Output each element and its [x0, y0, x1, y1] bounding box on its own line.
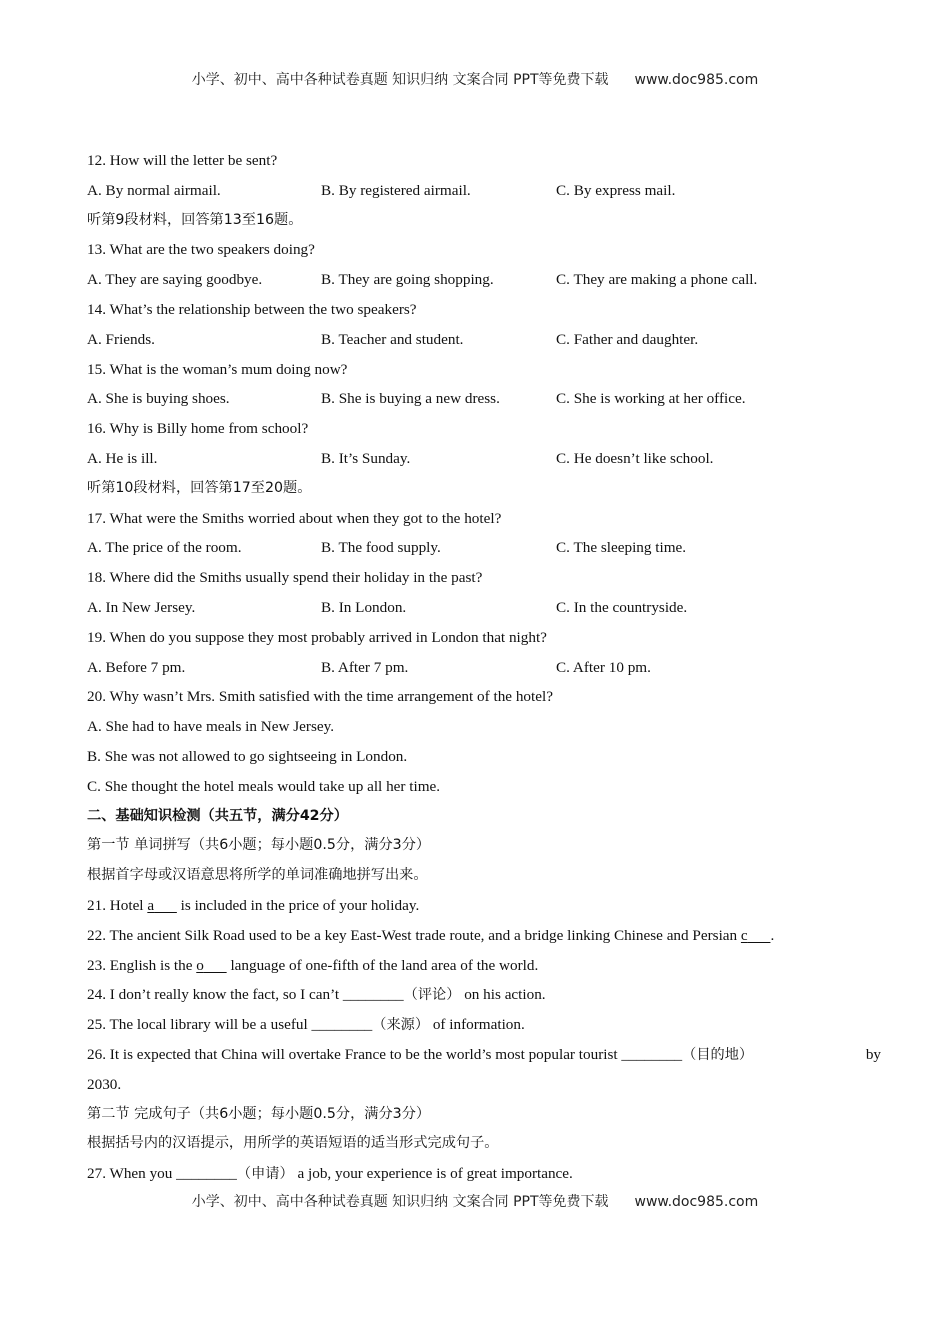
option-a[interactable]: A. By normal airmail. — [87, 181, 221, 199]
q23-blank[interactable]: o — [196, 956, 204, 974]
option-b[interactable]: B. After 7 pm. — [321, 658, 409, 676]
question-16-stem: 16. Why is Billy home from school? — [87, 420, 309, 438]
section-1-instruction: 根据首字母或汉语意思将所学的单词准确地拼写出来。 — [87, 867, 428, 884]
q27-blank[interactable]: 27. When you ________ — [87, 1165, 237, 1183]
section-2-instruction: 根据括号内的汉语提示，用所学的英语短语的适当形式完成句子。 — [87, 1135, 499, 1152]
footer-url[interactable]: www.doc985.com — [634, 1194, 759, 1210]
option-b[interactable]: B. In London. — [321, 598, 407, 616]
option-c[interactable]: C. She thought the hotel meals would take up all her time. — [87, 777, 441, 795]
page-header — [0, 69, 950, 89]
q22-blank[interactable]: c — [740, 926, 748, 944]
option-c[interactable]: C. In the countryside. — [556, 598, 688, 616]
question-15-options — [87, 384, 867, 414]
section-2-title: 第二节 完成句子（共6小题；每小题0.5分，满分3分） — [87, 1105, 431, 1122]
question-21 — [87, 891, 867, 921]
question-20-stem: 20. Why wasn’t Mrs. Smith satisfied with the time arrangement of the hotel? — [87, 688, 553, 706]
q21-pre: 21. Hotel — [87, 896, 148, 914]
option-a[interactable]: A. In New Jersey. — [87, 598, 196, 616]
question-13-stem: 13. What are the two speakers doing? — [87, 241, 315, 259]
option-a[interactable]: A. She is buying shoes. — [87, 390, 230, 408]
q26-hint: （目的地） — [682, 1046, 754, 1063]
option-c[interactable]: C. They are making a phone call. — [556, 271, 758, 289]
q26-blank[interactable]: 26. It is expected that China will overtake France to be the world’s most popular tourist ________ — [87, 1045, 683, 1063]
q21-blank[interactable]: a — [147, 896, 155, 914]
q26-post: by — [865, 1045, 881, 1063]
question-17-stem: 17. What were the Smiths worried about when they got to the hotel? — [87, 509, 502, 527]
question-14-options — [87, 325, 867, 355]
q25-hint: （来源） — [372, 1017, 430, 1034]
option-b[interactable]: B. Teacher and student. — [321, 330, 464, 348]
option-a[interactable]: A. The price of the room. — [87, 539, 242, 557]
question-19-options — [87, 653, 867, 683]
option-c[interactable]: C. By express mail. — [556, 181, 676, 199]
option-b[interactable]: B. She is buying a new dress. — [321, 390, 500, 408]
q27-post: a job, your experience is of great importance. — [293, 1165, 573, 1183]
q22-pre: 22. The ancient Silk Road used to be a key East-West trade route, and a bridge linking Chinese and Persian — [87, 926, 741, 944]
question-18-stem: 18. Where did the Smiths usually spend their holiday in the past? — [87, 569, 483, 587]
question-27 — [87, 1159, 867, 1189]
question-16-options — [87, 444, 867, 474]
header-url[interactable]: www.doc985.com — [634, 72, 759, 88]
q22-post: . — [770, 926, 775, 944]
q24-post: on his action. — [460, 986, 546, 1004]
footer-text: 小学、初中、高中各种试卷真题 知识归纳 文案合同 PPT等免费下载 — [191, 1194, 609, 1210]
exam-content — [87, 146, 881, 1189]
option-a[interactable]: A. She had to have meals in New Jersey. — [87, 718, 335, 736]
q25-post: of information. — [429, 1016, 525, 1034]
option-b[interactable]: B. They are going shopping. — [321, 271, 494, 289]
part-2-title: 二、基础知识检测（共五节，满分42分） — [87, 807, 348, 824]
option-a[interactable]: A. Friends. — [87, 330, 155, 348]
section-1-title: 第一节 单词拼写（共6小题；每小题0.5分，满分3分） — [87, 837, 431, 854]
page-footer — [0, 1191, 950, 1211]
question-22 — [87, 921, 867, 951]
q21-post: is included in the price of your holiday. — [176, 896, 420, 914]
question-13-options — [87, 265, 867, 295]
section-9-instruction: 听第9段材料，回答第13至16题。 — [87, 211, 303, 228]
option-c[interactable]: C. The sleeping time. — [556, 539, 687, 557]
section-10-instruction: 听第10段材料，回答第17至20题。 — [87, 479, 312, 496]
question-12-stem: 12. How will the letter be sent? — [87, 152, 278, 169]
question-12-options — [87, 176, 867, 206]
q24-blank[interactable]: 24. I don’t really know the fact, so I can’t ________ — [87, 986, 404, 1004]
q23-pre: 23. English is the — [87, 956, 197, 974]
question-26-continued: 2030. — [87, 1075, 122, 1093]
option-b[interactable]: B. It’s Sunday. — [321, 449, 411, 467]
option-b[interactable]: B. By registered airmail. — [321, 181, 471, 199]
q27-hint: （申请） — [236, 1166, 294, 1183]
option-a[interactable]: A. He is ill. — [87, 449, 158, 467]
option-b[interactable]: B. The food supply. — [321, 539, 441, 557]
option-c[interactable]: C. She is working at her office. — [556, 390, 746, 408]
option-c[interactable]: C. He doesn’t like school. — [556, 449, 714, 467]
question-25 — [87, 1010, 867, 1040]
question-19-stem: 19. When do you suppose they most probably arrived in London that night? — [87, 628, 547, 646]
option-a[interactable]: A. They are saying goodbye. — [87, 271, 263, 289]
question-23 — [87, 951, 867, 981]
question-14-stem: 14. What’s the relationship between the two speakers? — [87, 300, 417, 318]
header-text: 小学、初中、高中各种试卷真题 知识归纳 文案合同 PPT等免费下载 — [191, 72, 609, 88]
question-26 — [87, 1040, 881, 1070]
question-24 — [87, 980, 867, 1010]
question-17-options — [87, 533, 867, 563]
option-c[interactable]: C. Father and daughter. — [556, 330, 699, 348]
q25-blank[interactable]: 25. The local library will be a useful ________ — [87, 1016, 373, 1034]
q23-post: language of one-fifth of the land area of the world. — [226, 956, 539, 974]
option-c[interactable]: C. After 10 pm. — [556, 658, 651, 676]
option-a[interactable]: A. Before 7 pm. — [87, 658, 186, 676]
question-18-options — [87, 593, 867, 623]
option-b[interactable]: B. She was not allowed to go sightseeing in London. — [87, 747, 408, 765]
question-15-stem: 15. What is the woman’s mum doing now? — [87, 360, 348, 378]
q24-hint: （评论） — [403, 987, 461, 1004]
